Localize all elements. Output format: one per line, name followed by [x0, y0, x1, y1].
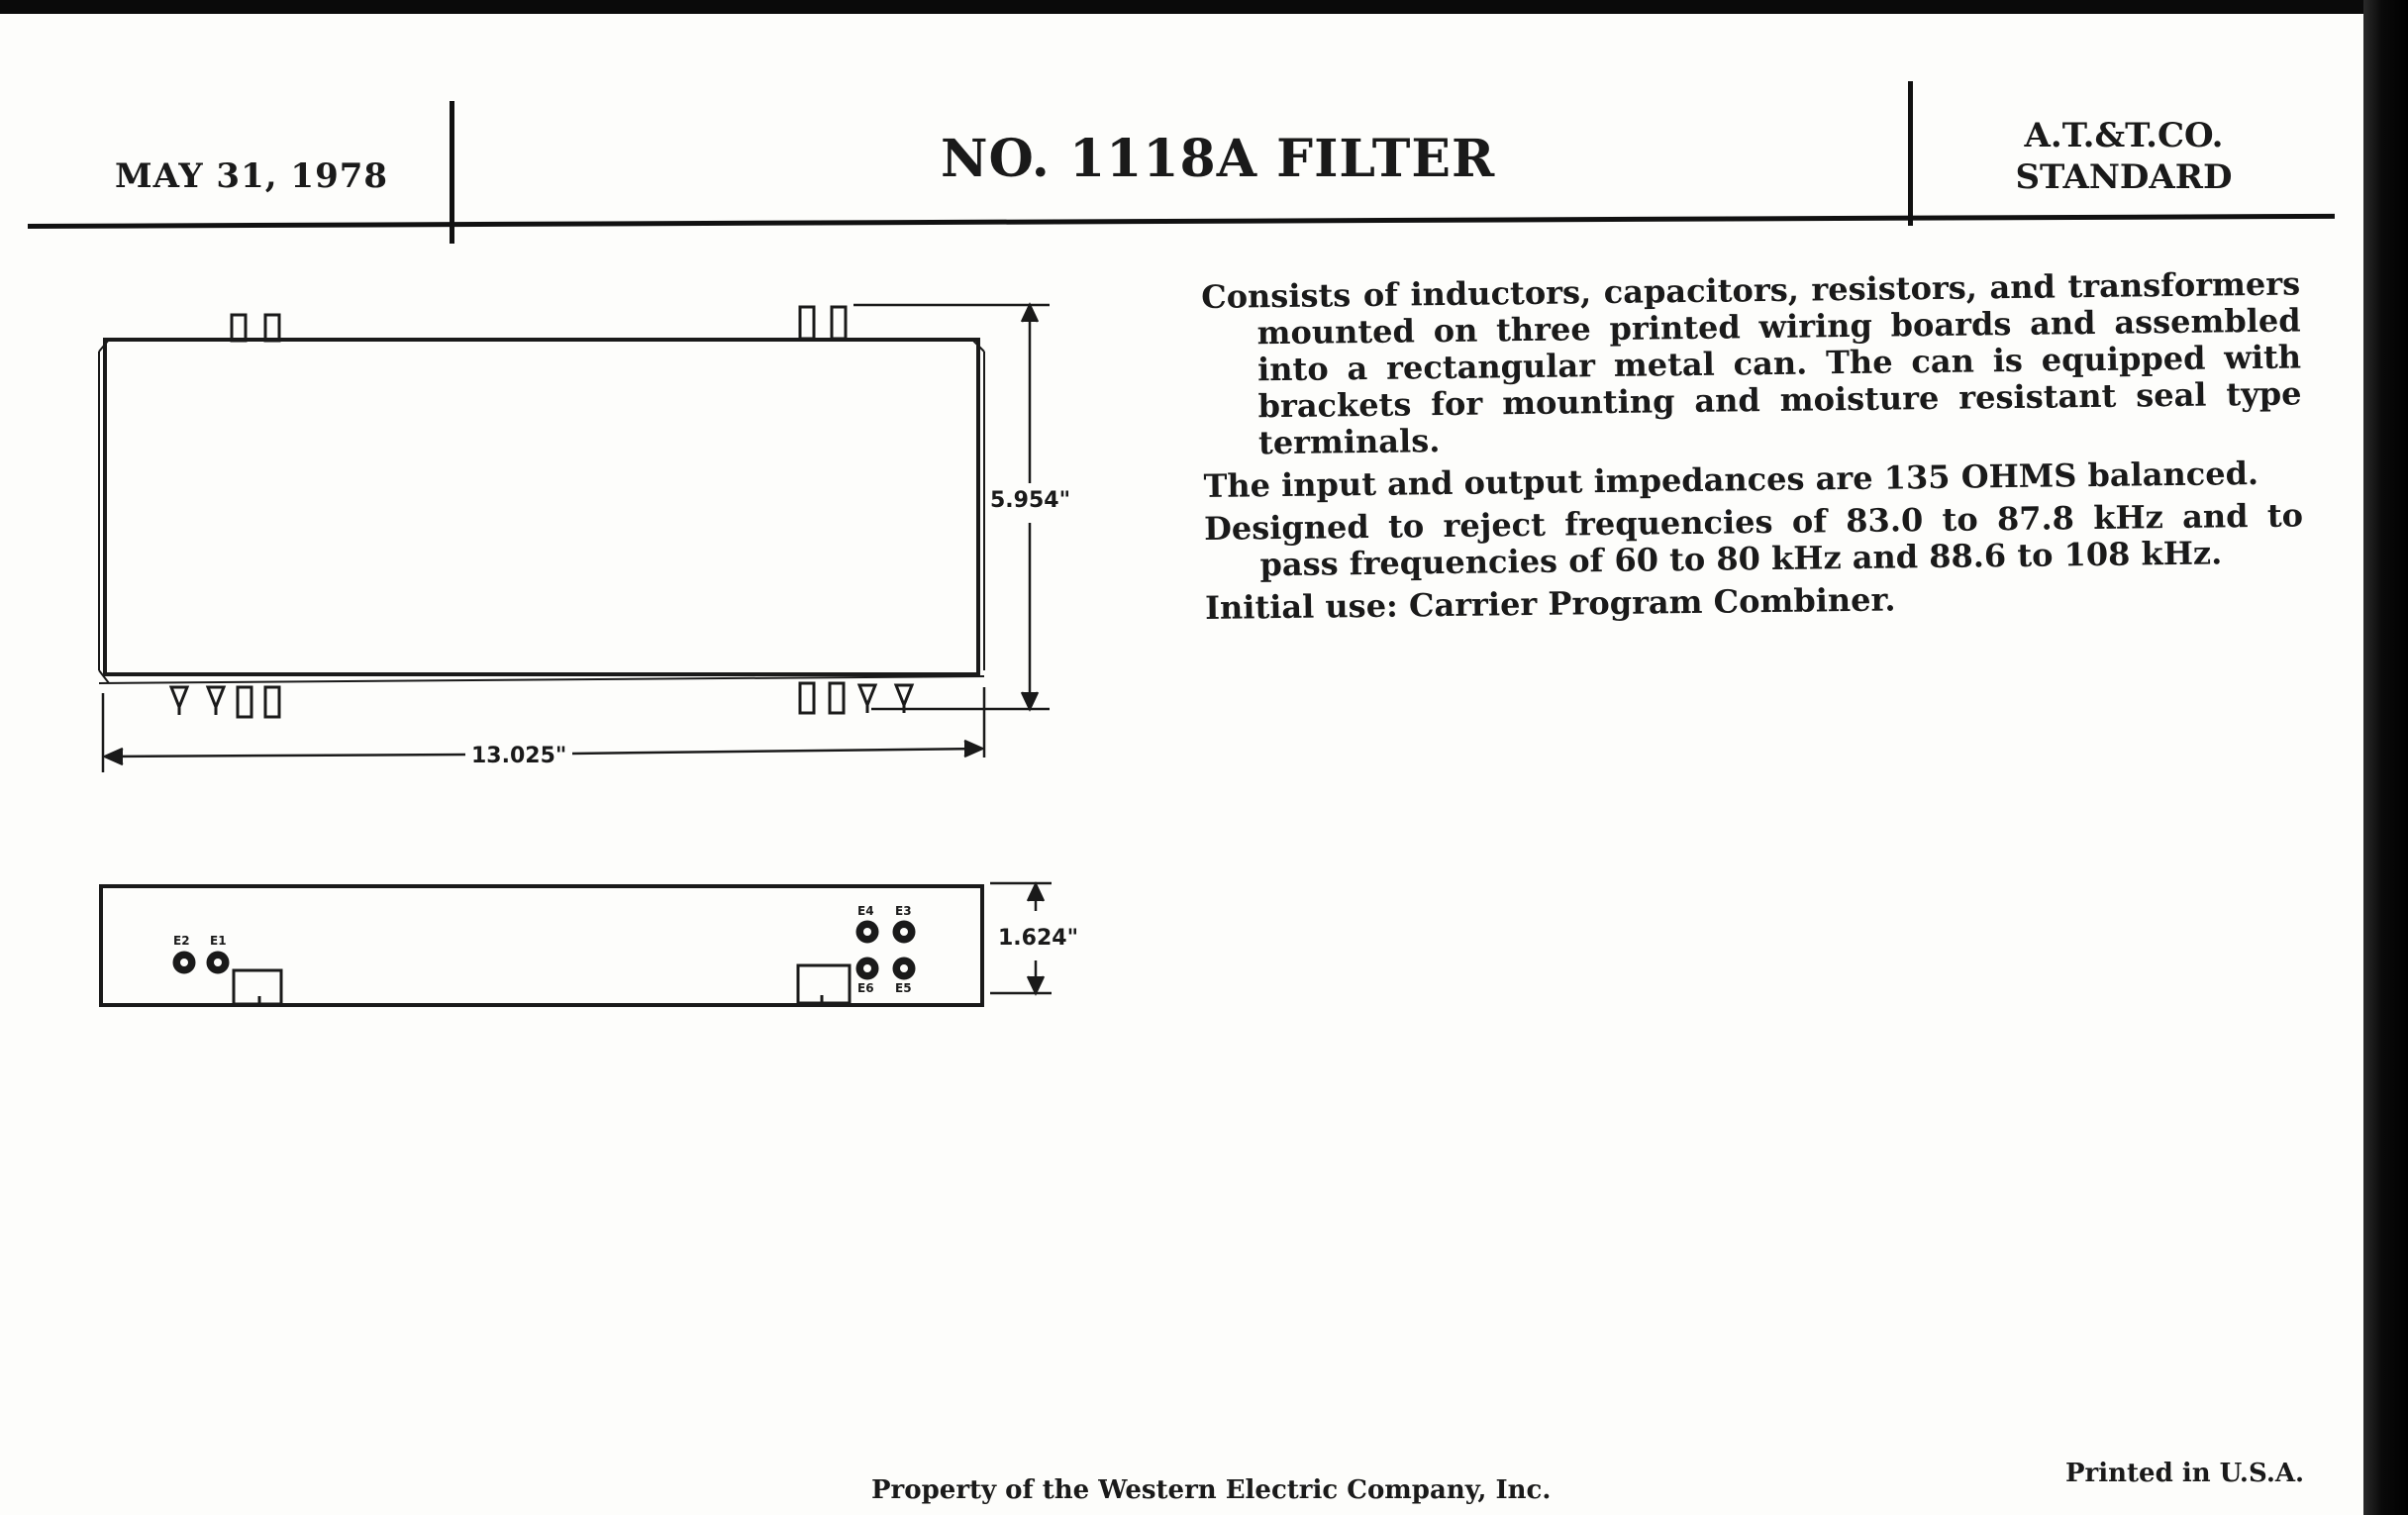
description-paragraph: Consists of inductors, capacitors, resistors, and transformers mounted on three printed wiring boards and assembled into a rectangular metal can. The can is equipped with brackets for mounting and moisture resistant seal type terminals.	[1200, 264, 2302, 462]
top-bracket-right	[800, 307, 846, 339]
description-paragraph: Initial use: Carrier Program Combiner.	[1204, 580, 1896, 627]
scan-right-border	[2363, 0, 2408, 1515]
description-block	[1201, 265, 2304, 633]
side-bracket-left	[234, 970, 281, 1004]
header-divider-right	[1908, 81, 1913, 226]
terminal-e6-label: E6	[857, 981, 874, 995]
standard-mark	[2010, 115, 2238, 198]
printed-notice: Printed in U.S.A.	[2065, 1459, 2305, 1488]
description-paragraph: Designed to reject frequencies of 83.0 to 87.8 kHz and to pass frequencies of 60 to 80 kHz and 88.6 to 108 kHz.	[1203, 496, 2304, 584]
issue-date: MAY 31, 1978	[115, 156, 389, 196]
description-paragraph: The input and output impedances are 135 OHMS balanced.	[1203, 454, 2259, 505]
terminal-e1-label: E1	[210, 934, 227, 948]
bottom-terminals-left	[171, 687, 279, 717]
standard-line1: A.T.&T.CO.	[2024, 116, 2224, 155]
can-body-outline	[105, 340, 978, 674]
page-title: NO. 1118A FILTER	[941, 129, 1496, 189]
top-bracket-left	[232, 315, 279, 341]
top-view	[99, 305, 1050, 772]
standard-line2: STANDARD	[2015, 157, 2233, 197]
depth-dim-label: 1.624"	[998, 926, 1079, 951]
height-dim-label: 5.954"	[990, 488, 1071, 513]
filter-drawing	[0, 0, 1139, 1040]
terminal-e4-label: E4	[857, 904, 874, 918]
terminal-e2-label: E2	[173, 934, 190, 948]
property-notice: Property of the Western Electric Company, Inc.	[871, 1475, 1552, 1505]
side-bracket-right	[798, 965, 850, 1003]
terminal-e5-label: E5	[895, 981, 912, 995]
width-dim-label: 13.025"	[471, 744, 567, 768]
terminal-e3-label: E3	[895, 904, 912, 918]
